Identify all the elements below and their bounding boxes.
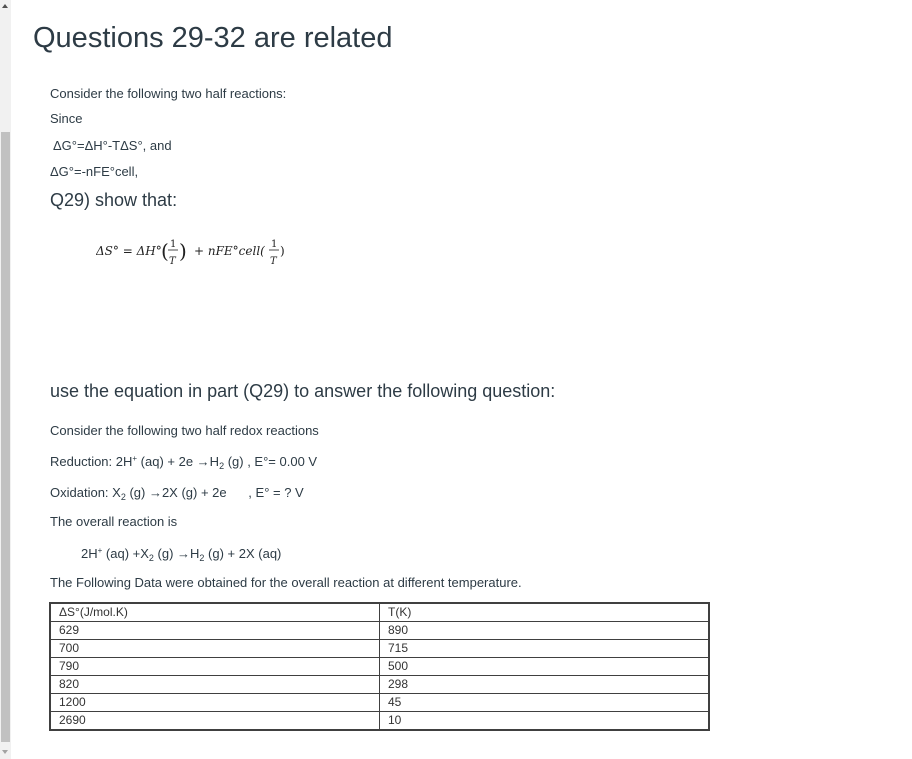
table-row [50,694,709,712]
overall-label: The overall reaction is [50,514,178,529]
vertical-scrollbar[interactable] [0,0,11,759]
entropy-cell: 1200 [50,694,380,712]
scroll-down-icon[interactable] [2,750,8,754]
header-temperature: T(K) [380,603,710,622]
since-line: Since [50,111,83,126]
gibbs-equation-1: ΔG°=ΔH°-TΔS°, and [53,138,172,153]
temperature-cell: 890 [380,622,710,640]
paren-close: ) [280,244,285,258]
consider-redox: Consider the following two half redox reactions [50,423,319,438]
use-equation-heading: use the equation in part (Q29) to answer the following question: [50,381,556,401]
entropy-cell: 700 [50,640,380,658]
scroll-up-icon[interactable] [2,4,8,8]
equation-lhs: ΔS° = ΔH° [96,244,162,258]
entropy-cell: 629 [50,622,380,640]
table-row [50,640,709,658]
gibbs-equation-2: ΔG°=-nFE°cell, [50,164,139,179]
fraction-numerator-1: 1 [170,239,177,250]
entropy-cell: 790 [50,658,380,676]
equation-mid: + nFE°cell( [194,244,265,258]
paren-right: ) [179,239,187,263]
intro-line: Consider the following two half reactions: [50,86,287,101]
table-header-row [50,603,709,622]
page-title: Questions 29-32 are related [33,22,393,54]
reduction-reaction: Reduction: 2H+ $(aq) + 2e \to H_2$ (g) , E°= 0.00 V [50,454,318,471]
entropy-equation [96,233,296,273]
table-row [50,676,709,694]
paren-left: ( [161,239,169,263]
scrollbar-thumb[interactable] [1,132,10,742]
q29-heading: Q29) show that: [50,190,178,210]
header-entropy: ΔS°(J/mol.K) [50,603,380,622]
temperature-cell: 45 [380,694,710,712]
table-row [50,712,709,731]
temperature-cell: 715 [380,640,710,658]
temperature-cell: 10 [380,712,710,731]
overall-reaction: 2H+ $(aq) +X_2$ $(g) \to H_2$ (g) + 2X (aq) [81,546,282,563]
table-row [50,658,709,676]
temperature-cell: 298 [380,676,710,694]
fraction-denominator-2: T [270,256,277,267]
fraction-numerator-2: 1 [271,239,278,250]
fraction-denominator-1: T [169,256,176,267]
entropy-cell: 2690 [50,712,380,731]
temperature-cell: 500 [380,658,710,676]
data-intro: The Following Data were obtained for the overall reaction at different temperature. [50,575,522,590]
entropy-cell: 820 [50,676,380,694]
data-table [49,602,710,731]
table-row [50,622,709,640]
oxidation-reaction: Oxidation: $X_2$ (g) →2X (g) + 2e , E° = ? V [50,485,304,502]
